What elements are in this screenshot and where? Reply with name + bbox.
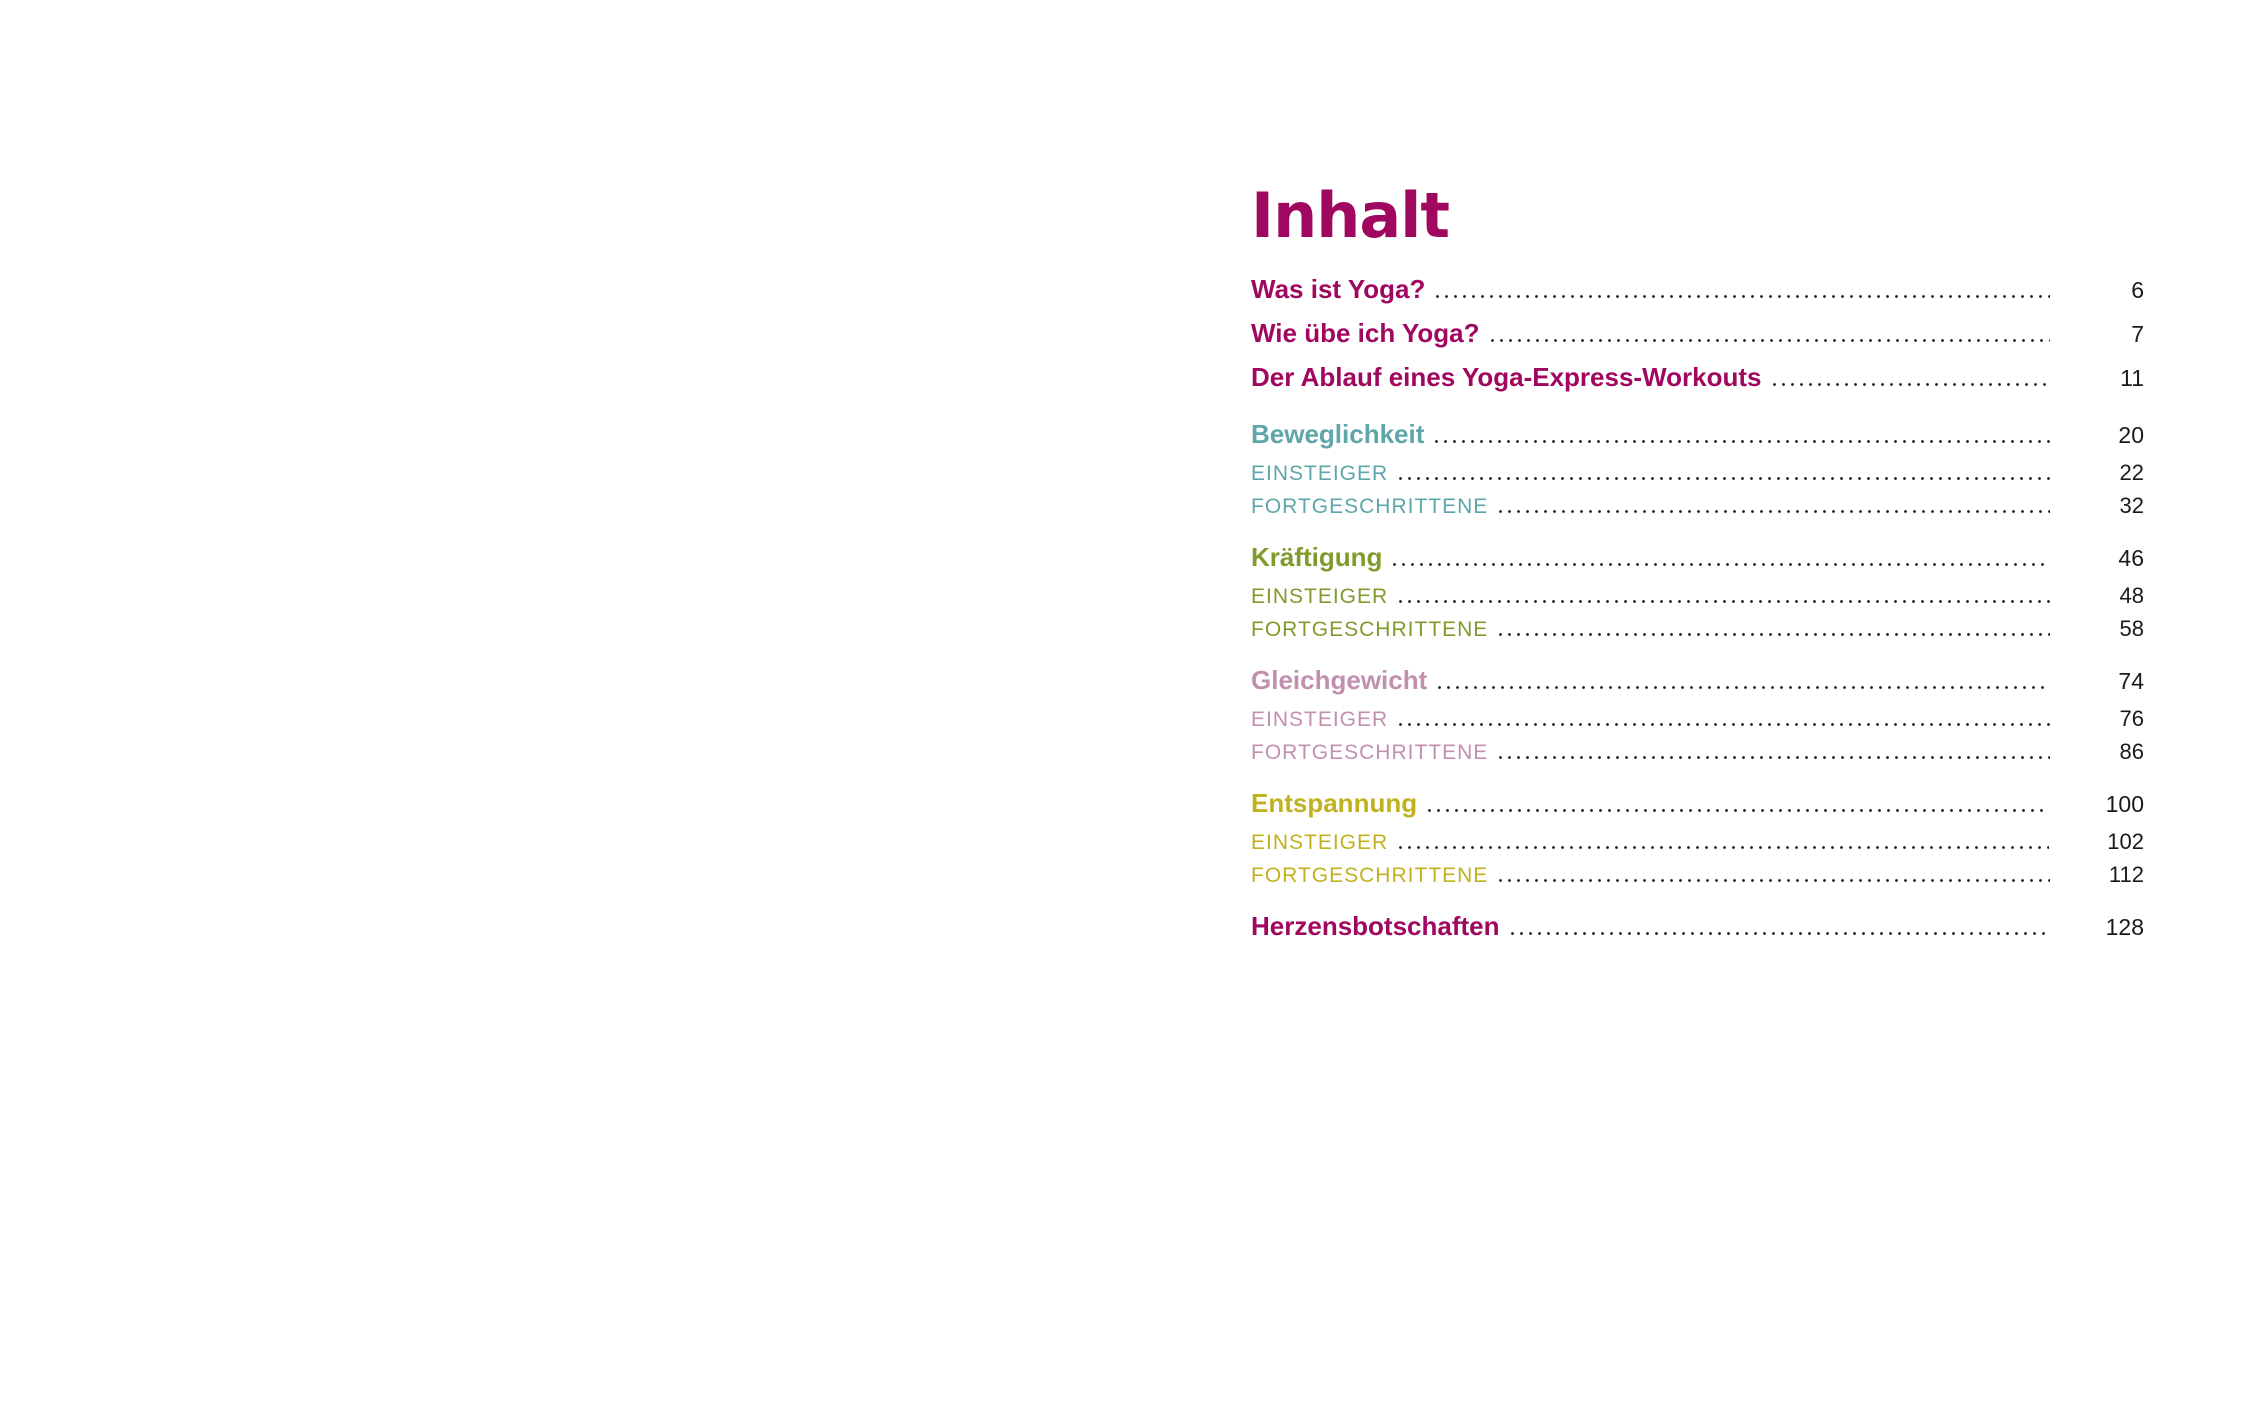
toc-page-number: 7 — [2131, 321, 2144, 347]
dot-leader — [1396, 600, 2050, 603]
toc-page-number: 74 — [2118, 668, 2144, 694]
toc-entry-label: EINSTEIGER — [1251, 462, 1389, 485]
toc-page-number: 48 — [2119, 583, 2144, 608]
toc-entry[interactable] — [1251, 536, 2144, 580]
dot-leader — [1390, 563, 2050, 566]
toc-page-number: 112 — [2108, 862, 2144, 887]
toc-entry-label: Entspannung — [1251, 788, 1418, 818]
toc-entry[interactable] — [1251, 312, 2144, 356]
toc-entry-label: Herzensbotschaften — [1251, 911, 1500, 941]
section-spacer — [1251, 892, 2144, 905]
toc-page-number: 100 — [2105, 791, 2144, 817]
dot-leader — [1496, 879, 2050, 882]
toc-subentry[interactable] — [1251, 580, 2144, 613]
dot-leader — [1508, 932, 2048, 935]
toc-page-number: 128 — [2105, 914, 2144, 940]
dot-leader — [1496, 510, 2050, 513]
toc-entry-label: Wie übe ich Yoga? — [1251, 318, 1480, 348]
toc-entry-label: FORTGESCHRITTENE — [1251, 741, 1489, 764]
toc-entry[interactable] — [1251, 413, 2144, 457]
dot-leader — [1770, 383, 2050, 386]
toc-page-number: 86 — [2119, 739, 2144, 764]
toc-entry-label: EINSTEIGER — [1251, 708, 1389, 731]
toc-page-number: 76 — [2119, 706, 2144, 731]
table-of-contents — [1251, 178, 2144, 949]
section-spacer — [1251, 769, 2144, 782]
toc-subentry[interactable] — [1251, 490, 2144, 523]
dot-leader — [1433, 295, 2050, 298]
toc-entry-label: EINSTEIGER — [1251, 831, 1389, 854]
toc-entry-label: Kräftigung — [1251, 542, 1383, 572]
toc-page-number: 22 — [2119, 460, 2144, 485]
toc-entry-label: EINSTEIGER — [1251, 585, 1389, 608]
toc-subentry[interactable] — [1251, 859, 2144, 892]
toc-subentry[interactable] — [1251, 613, 2144, 646]
toc-page-number: 20 — [2118, 422, 2144, 448]
toc-entry[interactable] — [1251, 782, 2144, 826]
dot-leader — [1496, 633, 2050, 636]
toc-entry[interactable] — [1251, 268, 2144, 312]
toc-page-number: 32 — [2119, 493, 2144, 518]
dot-leader — [1425, 809, 2048, 812]
toc-page-number: 102 — [2107, 829, 2144, 854]
dot-leader — [1396, 846, 2049, 849]
toc-subentry[interactable] — [1251, 703, 2144, 736]
toc-entry-label: Beweglichkeit — [1251, 419, 1425, 449]
toc-subentry[interactable] — [1251, 736, 2144, 769]
toc-entry-label: FORTGESCHRITTENE — [1251, 864, 1489, 887]
toc-entry-label: FORTGESCHRITTENE — [1251, 495, 1489, 518]
dot-leader — [1396, 723, 2050, 726]
toc-entry-label: Was ist Yoga? — [1251, 274, 1426, 304]
toc-page-number: 6 — [2131, 277, 2144, 303]
dot-leader — [1396, 477, 2050, 480]
dot-leader — [1496, 756, 2050, 759]
dot-leader — [1432, 440, 2050, 443]
section-spacer — [1251, 400, 2144, 413]
toc-subentry[interactable] — [1251, 826, 2144, 859]
section-spacer — [1251, 646, 2144, 659]
toc-page-number: 46 — [2118, 545, 2144, 571]
toc-entry-label: Gleichgewicht — [1251, 665, 1428, 695]
dot-leader — [1488, 339, 2050, 342]
toc-list — [1251, 268, 2144, 949]
section-spacer — [1251, 523, 2144, 536]
page-title: Inhalt — [1251, 179, 1450, 252]
toc-page-number: 11 — [2120, 365, 2144, 391]
toc-entry[interactable] — [1251, 905, 2144, 949]
toc-page-number: 58 — [2119, 616, 2144, 641]
toc-subentry[interactable] — [1251, 457, 2144, 490]
toc-entry-label: FORTGESCHRITTENE — [1251, 618, 1489, 641]
toc-entry[interactable] — [1251, 659, 2144, 703]
toc-entry[interactable] — [1251, 356, 2144, 400]
dot-leader — [1435, 686, 2050, 689]
toc-entry-label: Der Ablauf eines Yoga-Express-Workouts — [1251, 362, 1762, 392]
